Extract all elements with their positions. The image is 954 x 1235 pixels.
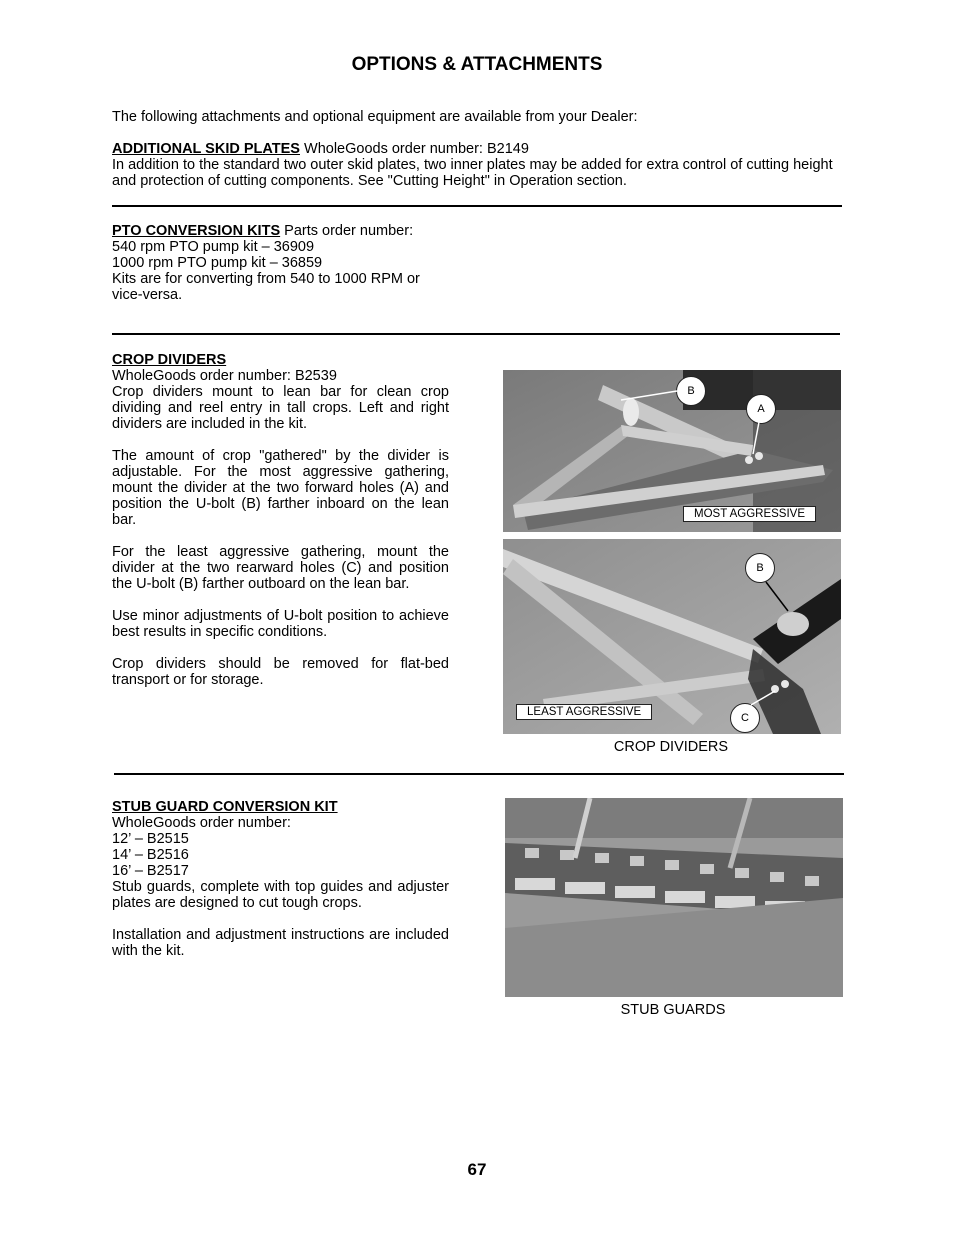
crop-dividers-paragraph: The amount of crop "gathered" by the divider is adjustable. For the most aggressive gathering, mount the divider at the two forward holes (A) and position the U-bolt (B) farther inboard on the lean bar. [112, 448, 449, 528]
pto-line: vice-versa. [112, 287, 183, 303]
photo-most-aggressive [503, 370, 841, 532]
crop-dividers-paragraph: Crop dividers mount to lean bar for clean crop dividing and reel entry in tall crops. Left and right dividers are included in the kit. [112, 384, 449, 432]
pto-line: 540 rpm PTO pump kit – 36909 [112, 239, 315, 255]
photo-stub-guards-illustration [505, 798, 843, 997]
pto-line: Kits are for converting from 540 to 1000 RPM or [112, 271, 420, 287]
stub-guard-paragraph: Installation and adjustment instructions are included with the kit. [112, 927, 449, 959]
callout-leaders [503, 370, 841, 532]
tag-most-aggressive: MOST AGGRESSIVE [683, 506, 816, 522]
stub-guard-size: 12’ – B2515 [112, 831, 189, 847]
stub-guards-caption: STUB GUARDS [620, 1002, 726, 1018]
stub-guard-paragraph: Stub guards, complete with top guides and adjuster plates are designed to cut tough crops. [112, 879, 449, 911]
callout-c: C [730, 703, 760, 733]
stub-guard-heading: STUB GUARD CONVERSION KIT [112, 799, 338, 815]
section-divider [112, 205, 842, 207]
photo-least-aggressive [503, 539, 841, 734]
skid-plates-heading-line [112, 141, 842, 157]
crop-dividers-paragraph: Crop dividers should be removed for flat-bed transport or for storage. [112, 656, 449, 688]
page-title: OPTIONS & ATTACHMENTS [351, 54, 603, 75]
callout-leaders [503, 539, 841, 734]
crop-dividers-heading: CROP DIVIDERS [112, 352, 227, 368]
page-number: 67 [467, 1160, 487, 1179]
pto-heading: PTO CONVERSION KITS [112, 223, 281, 239]
callout-a: A [746, 394, 776, 424]
intro-text: The following attachments and optional equipment are available from your Dealer: [112, 109, 638, 125]
skid-plates-heading: ADDITIONAL SKID PLATES [112, 141, 300, 157]
callout-b: B [745, 553, 775, 583]
tag-least-aggressive: LEAST AGGRESSIVE [516, 704, 652, 720]
stub-guard-section [112, 799, 449, 959]
stub-guard-order: WholeGoods order number: [112, 815, 291, 831]
callout-b: B [676, 376, 706, 406]
pto-line: 1000 rpm PTO pump kit – 36859 [112, 255, 323, 271]
crop-dividers-paragraph: For the least aggressive gathering, mount the divider at the two rearward holes (C) and position the U-bolt (B) farther outboard on the lean bar. [112, 544, 449, 592]
stub-guard-size: 14’ – B2516 [112, 847, 189, 863]
crop-dividers-order: WholeGoods order number: B2539 [112, 368, 337, 384]
crop-dividers-section [112, 352, 449, 688]
skid-plates-order: WholeGoods order number: B2149 [299, 141, 529, 157]
skid-plates-body: In addition to the standard two outer skid plates, two inner plates may be added for extra control of cutting height and protection of cutting components. See "Cutting Height" in Operation section. [112, 157, 833, 189]
skid-plates-section [112, 141, 842, 189]
crop-dividers-caption: CROP DIVIDERS [613, 739, 729, 755]
pto-heading-line [112, 223, 457, 239]
photo-stub-guards [505, 798, 843, 997]
pto-order: Parts order number: [280, 223, 414, 239]
pto-section [112, 223, 457, 303]
section-divider [112, 333, 840, 335]
stub-guard-size: 16’ – B2517 [112, 863, 189, 879]
crop-dividers-paragraph: Use minor adjustments of U-bolt position to achieve best results in specific conditions. [112, 608, 449, 640]
section-divider [114, 773, 844, 775]
